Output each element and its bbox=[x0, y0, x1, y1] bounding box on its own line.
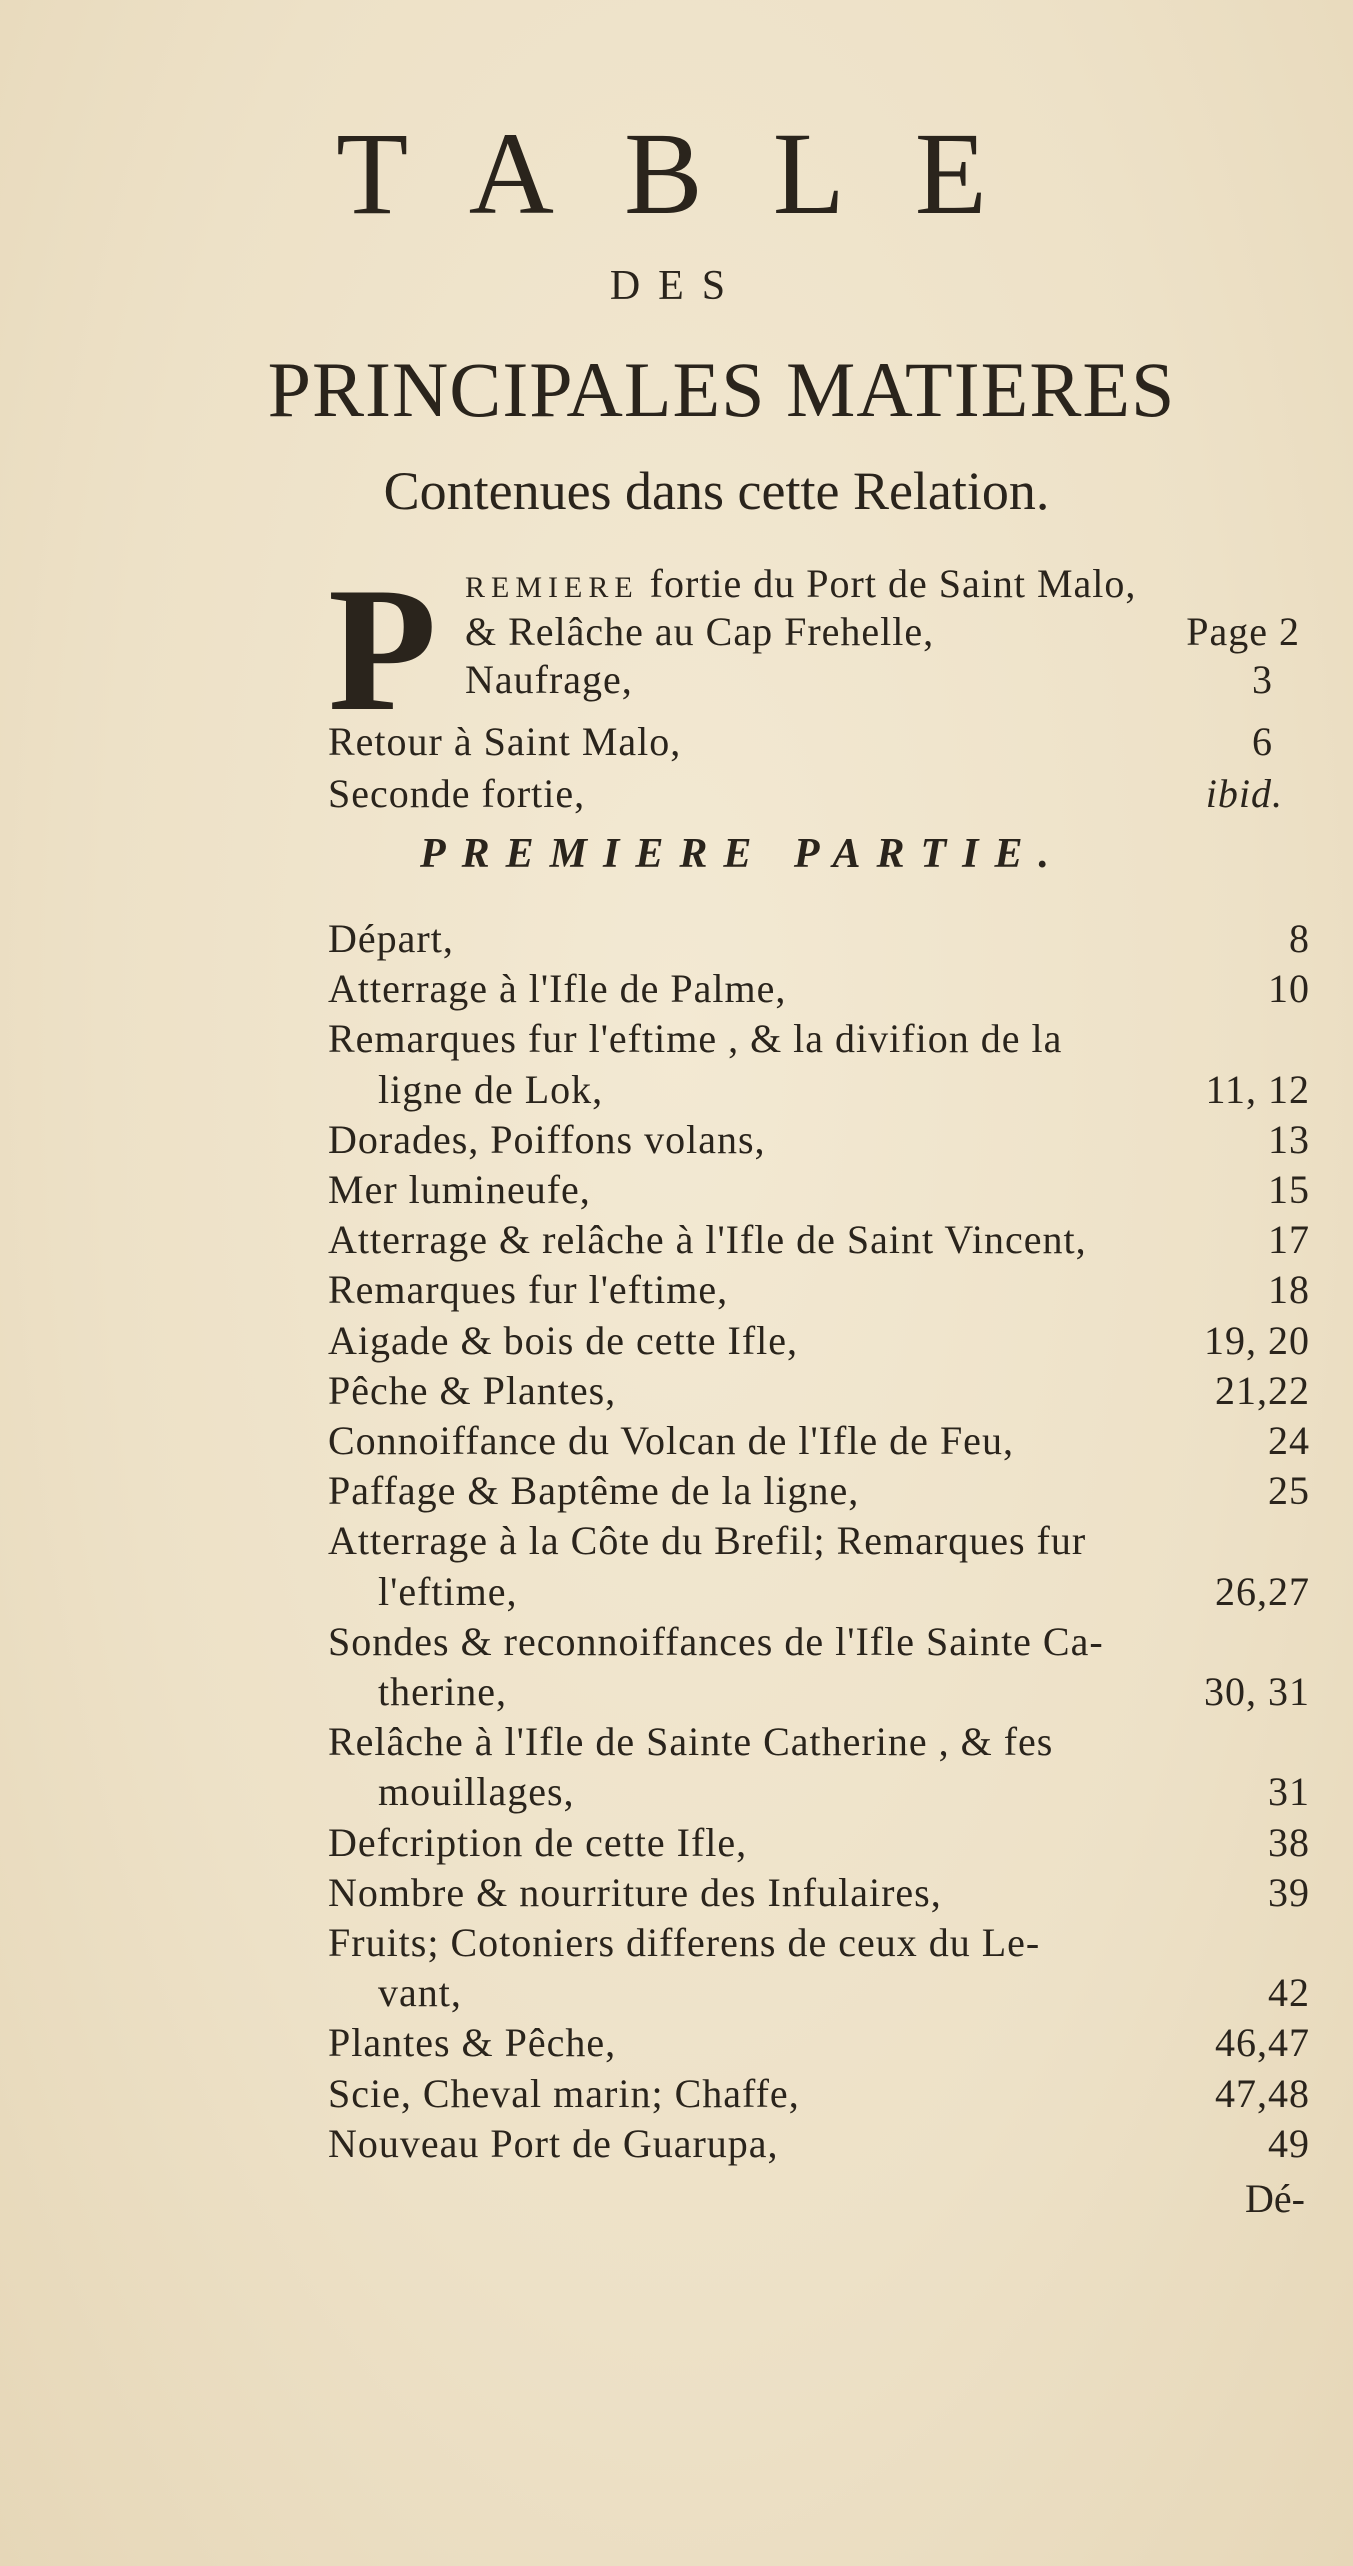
entry-text: Sondes & reconnoiffances de l'Ifle Sainte Ca- bbox=[328, 1619, 1104, 1664]
entry-text: Aigade & bois de cette Ifle, bbox=[328, 1318, 799, 1363]
table-row bbox=[328, 1517, 1310, 1565]
entry-text: Retour à Saint Malo, bbox=[328, 719, 682, 764]
entry-page: ibid. bbox=[1205, 771, 1283, 816]
entry-text: ligne de Lok, bbox=[378, 1067, 604, 1112]
table-row bbox=[328, 1417, 1310, 1465]
entry-page: Page 2 bbox=[1186, 609, 1300, 654]
table-row bbox=[328, 2070, 1310, 2118]
entry-page: 49 bbox=[1268, 2121, 1310, 2166]
intro-entry bbox=[465, 608, 1300, 656]
intro-first-line bbox=[465, 560, 1295, 612]
entry-text: Remarques fur l'eftime, bbox=[328, 1267, 729, 1312]
subtitle: Contenues dans cette Relation. bbox=[383, 461, 1050, 521]
entry-text: Nouveau Port de Guarupa, bbox=[328, 2121, 779, 2166]
catchword: Dé- bbox=[1245, 2176, 1305, 2221]
table-row bbox=[378, 1969, 1310, 2017]
entry-page: 8 bbox=[1289, 916, 1310, 961]
table-row bbox=[328, 915, 1310, 963]
entry-page: 38 bbox=[1268, 1820, 1310, 1865]
table-row bbox=[328, 2019, 1310, 2067]
table-row bbox=[328, 1317, 1310, 1365]
first-word-rest: REMIERE bbox=[465, 571, 639, 604]
entry-text: Atterrage à la Côte du Brefil; Remarques fur bbox=[328, 1518, 1087, 1563]
table-row bbox=[328, 1216, 1310, 1264]
table-row bbox=[328, 1819, 1310, 1867]
entry-text: Départ, bbox=[328, 916, 454, 961]
table-row bbox=[328, 2120, 1310, 2168]
title-des: DES bbox=[609, 263, 744, 309]
entry-page: 42 bbox=[1268, 1970, 1310, 2015]
entry-page: 31 bbox=[1268, 1769, 1310, 1814]
drop-cap: P bbox=[328, 550, 437, 748]
table-row bbox=[378, 1066, 1310, 1114]
entry-text: Pêche & Plantes, bbox=[328, 1368, 617, 1413]
entry-page: 25 bbox=[1268, 1468, 1310, 1513]
part-heading: PREMIERE PARTIE. bbox=[420, 831, 1065, 877]
entry-page: 26,27 bbox=[1215, 1569, 1310, 1614]
table-row bbox=[328, 1467, 1310, 1515]
entry-page: 21,22 bbox=[1215, 1368, 1310, 1413]
entry-text: l'eftime, bbox=[378, 1569, 518, 1614]
table-row bbox=[328, 1367, 1310, 1415]
entry-text: Scie, Cheval marin; Chaffe, bbox=[328, 2071, 800, 2116]
entry-text: vant, bbox=[378, 1970, 462, 2015]
table-row bbox=[328, 1116, 1310, 1164]
entry-text: Naufrage, bbox=[465, 657, 633, 702]
entry-page: 17 bbox=[1268, 1217, 1310, 1262]
entry-page: 47,48 bbox=[1215, 2071, 1310, 2116]
entry-text: & Relâche au Cap Frehelle, bbox=[465, 609, 935, 654]
entry-page: 6 bbox=[1252, 719, 1273, 764]
entry-text: Relâche à l'Ifle de Sainte Catherine , & fes bbox=[328, 1719, 1054, 1764]
intro-entry bbox=[465, 656, 1273, 704]
table-row bbox=[328, 965, 1310, 1013]
entry-page: 24 bbox=[1268, 1418, 1310, 1463]
entry-text: therine, bbox=[378, 1669, 508, 1714]
entry-text: Nombre & nourriture des Infulaires, bbox=[328, 1870, 942, 1915]
entry-text: Remarques fur l'eftime , & la divifion de la bbox=[328, 1016, 1063, 1061]
entry-page: 39 bbox=[1268, 1870, 1310, 1915]
table-row bbox=[328, 1166, 1310, 1214]
entry-text: Paffage & Baptême de la ligne, bbox=[328, 1468, 860, 1513]
first-line-text: fortie du Port de Saint Malo, bbox=[649, 561, 1137, 606]
entry-page: 11, 12 bbox=[1205, 1067, 1310, 1112]
table-row bbox=[378, 1568, 1310, 1616]
table-row bbox=[378, 1668, 1310, 1716]
entry-text: mouillages, bbox=[378, 1769, 575, 1814]
entry-text: Plantes & Pêche, bbox=[328, 2020, 617, 2065]
entry-text: Dorades, Poiffons volans, bbox=[328, 1117, 766, 1162]
table-row bbox=[328, 1718, 1310, 1766]
intro-entry bbox=[328, 718, 1273, 766]
intro-entry bbox=[328, 770, 1283, 818]
entry-page: 19, 20 bbox=[1204, 1318, 1310, 1363]
table-row bbox=[328, 1919, 1310, 1967]
title-principal: PRINCIPALES MATIERES bbox=[267, 346, 1176, 433]
entry-text: Seconde fortie, bbox=[328, 771, 586, 816]
table-row bbox=[328, 1266, 1310, 1314]
entry-text: Atterrage à l'Ifle de Palme, bbox=[328, 966, 787, 1011]
entry-page: 13 bbox=[1268, 1117, 1310, 1162]
entry-page: 15 bbox=[1268, 1167, 1310, 1212]
entry-page: 3 bbox=[1252, 657, 1273, 702]
entry-text: Mer lumineufe, bbox=[328, 1167, 591, 1212]
table-row bbox=[378, 1768, 1310, 1816]
entry-text: Defcription de cette Ifle, bbox=[328, 1820, 748, 1865]
entry-page: 30, 31 bbox=[1204, 1669, 1310, 1714]
entry-page: 10 bbox=[1268, 966, 1310, 1011]
entry-page: 18 bbox=[1268, 1267, 1310, 1312]
entry-text: Atterrage & relâche à l'Ifle de Saint Vincent, bbox=[328, 1217, 1087, 1262]
table-row bbox=[328, 1015, 1310, 1063]
table-row bbox=[328, 1618, 1310, 1666]
entry-page: 46,47 bbox=[1215, 2020, 1310, 2065]
table-row bbox=[328, 1869, 1310, 1917]
entry-text: Connoiffance du Volcan de l'Ifle de Feu, bbox=[328, 1418, 1014, 1463]
entry-text: Fruits; Cotoniers differens de ceux du Le- bbox=[328, 1920, 1041, 1965]
page-title: TABLE bbox=[336, 108, 1057, 239]
